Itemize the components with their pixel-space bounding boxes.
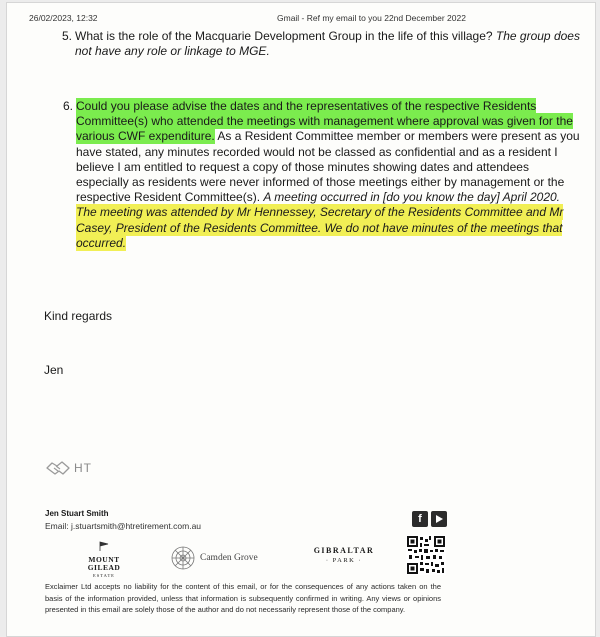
youtube-icon[interactable] [431,511,447,527]
handshake-icon [45,458,71,478]
question-6-number: 6. [63,99,74,113]
print-title: Gmail - Ref my email to you 22nd December 2022 [277,13,466,23]
question-6-answer-highlighted: The meeting was attended by Mr Hennessey, Secretary of the Residents Committee and Mr Casey, President of the Residents Committee. We do not have minutes of the meetings that occurred. [76,205,564,250]
signature-email-label: Email: [45,521,69,531]
question-6 [63,99,583,251]
ht-logo-text: HT [74,461,92,475]
ht-logo [45,458,92,478]
gibraltar-line-2: · PARK · [325,557,363,564]
qr-code[interactable] [406,535,446,575]
mount-gilead-line-2: GILEAD [87,563,121,572]
question-5-number: 5. [62,29,73,43]
signature-email-link[interactable]: j.stuartsmith@htretirement.com.au [71,521,202,531]
question-5-answer: The group does not have any role or linkage to MGE. [75,29,580,59]
camden-grove-text: Camden Grove [200,553,258,563]
question-5 [62,29,582,59]
facebook-icon[interactable]: f [412,511,428,527]
gibraltar-park-logo [304,546,384,566]
disclaimer: Exclaimer Ltd accepts no liability for the content of this email, or for the consequences of any actions taken on the basis of the information provided, unless that information is subsequently confirmed in writing. Any views or opinions presented in this email are solely those of the author and do not necessarily represent those of the company. [45,582,441,614]
kind-regards: Kind regards [44,309,113,323]
signoff-name: Jen [44,363,64,377]
gibraltar-line-1: GIBRALTAR [313,546,375,555]
mount-gilead-logo [79,538,129,580]
question-6-answer: A meeting occurred in [do you know the day] April 2020. [263,190,561,205]
camden-grove-logo [170,545,258,571]
mount-gilead-line-3: ESTATE [93,573,115,578]
signature-name: Jen Stuart Smith [45,509,109,518]
question-5-text: What is the role of the Macquarie Development Group in the life of this village? [75,29,493,43]
mount-gilead-line-1: MOUNT [88,555,120,564]
question-6-highlighted-text: Could you please advise the dates and the representatives of the respective Residents Committee(s) who attended the meetings with management where approval was given for the various CWF expenditure. [76,99,573,144]
signature-email-line [45,521,201,531]
flag-icon [97,541,111,551]
question-6-plain-text: As a Resident Committee member or members were present as you have stated, any minutes recorded would not be classed as confidential and as a resident I believe I am entitled to request a copy of those minutes showing dates and attendees especially as residents were never informed of those meetings either by management or the respective Resident Committee(s). [76,129,580,205]
print-date: 26/02/2023, 12:32 [29,13,98,23]
email-print-page [6,2,596,637]
camden-grove-emblem-icon [170,545,196,571]
